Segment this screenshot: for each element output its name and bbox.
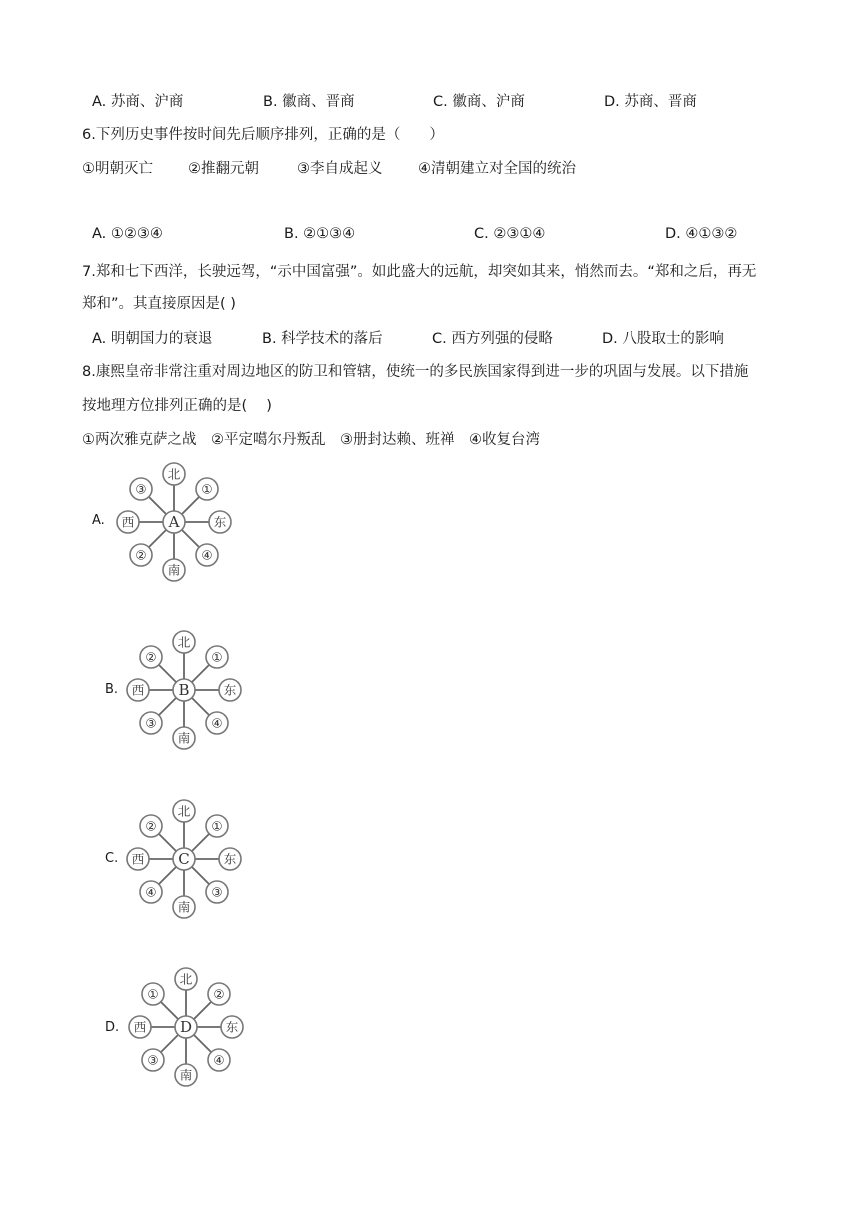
ne-label: ②	[213, 986, 225, 1002]
q5-option-b[interactable]: B. 徽商、晋商	[263, 94, 355, 110]
q7-option-d[interactable]: D. 八股取士的影响	[602, 331, 724, 347]
q8-option-a-label[interactable]: A.	[92, 513, 105, 528]
sw-label: ④	[145, 884, 157, 900]
south-label: 南	[177, 899, 191, 915]
ne-label: ①	[201, 481, 213, 497]
center-label: B	[178, 681, 190, 699]
se-label: ④	[213, 1052, 225, 1068]
q8-option-d-label[interactable]: D.	[105, 1020, 120, 1035]
q8-option-b-diagram[interactable]	[124, 629, 248, 755]
west-label: 西	[131, 682, 145, 698]
south-label: 南	[177, 730, 191, 746]
sw-label: ③	[145, 715, 157, 731]
center-label: C	[178, 850, 190, 868]
nw-label: ②	[145, 649, 157, 665]
q6-option-a[interactable]: A. ①②③④	[92, 226, 163, 242]
q7-stem-line2: 郑和”。其直接原因是( )	[82, 296, 236, 312]
east-label: 东	[225, 1019, 239, 1035]
sw-label: ③	[147, 1052, 159, 1068]
se-label: ③	[211, 884, 223, 900]
q8-measures: ①两次雅克萨之战 ②平定噶尔丹叛乱 ③册封达赖、班禅 ④收复台湾	[82, 432, 540, 448]
q5-option-d[interactable]: D. 苏商、晋商	[604, 94, 697, 110]
q6-event-4: ④清朝建立对全国的统治	[418, 161, 576, 177]
north-label: 北	[177, 634, 191, 650]
center-label: A	[168, 513, 180, 531]
q8-option-b-label[interactable]: B.	[105, 682, 119, 697]
nw-label: ③	[135, 481, 147, 497]
north-label: 北	[167, 466, 181, 482]
south-label: 南	[167, 562, 181, 578]
west-label: 西	[121, 514, 135, 530]
center-label: D	[179, 1018, 193, 1036]
q8-option-a-diagram[interactable]	[114, 461, 238, 587]
q6-events	[0, 157, 860, 177]
nw-label: ②	[145, 818, 157, 834]
q7-option-b[interactable]: B. 科学技术的落后	[262, 331, 383, 347]
q6-event-3: ③李自成起义	[297, 161, 383, 177]
q7-option-c[interactable]: C. 西方列强的侵略	[432, 331, 553, 347]
q8-option-c-label[interactable]: C.	[105, 851, 119, 866]
q6-option-b[interactable]: B. ②①③④	[284, 226, 356, 242]
q6-event-1: ①明朝灭亡	[82, 161, 153, 177]
se-label: ④	[211, 715, 223, 731]
q8-option-d-diagram[interactable]	[126, 966, 250, 1092]
q8-option-c-diagram[interactable]	[124, 798, 248, 924]
q7-options	[0, 327, 860, 347]
compass-diagram-a	[114, 461, 238, 583]
east-label: 东	[223, 682, 237, 698]
q8-stem-line2: 按地理方位排列正确的是( )	[82, 398, 272, 414]
compass-diagram-c	[124, 798, 248, 920]
ne-label: ①	[211, 649, 223, 665]
q7-stem-line1: 7.郑和七下西洋，长驶远驾，“示中国富强”。如此盛大的远航，却突如其来，悄然而去。“郑和之后，再无	[82, 264, 757, 280]
compass-diagram-b	[124, 629, 248, 751]
q5-options	[0, 90, 860, 110]
east-label: 东	[223, 851, 237, 867]
q6-option-d[interactable]: D. ④①③②	[665, 226, 738, 242]
compass-diagram-d	[126, 966, 250, 1088]
q6-options	[0, 226, 860, 246]
q7-option-a[interactable]: A. 明朝国力的衰退	[92, 331, 213, 347]
nw-label: ①	[147, 986, 159, 1002]
north-label: 北	[179, 971, 193, 987]
q8-stem-line1: 8.康熙皇帝非常注重对周边地区的防卫和管辖，使统一的多民族国家得到进一步的巩固与发展。以下措施	[82, 364, 749, 380]
q6-event-2: ②推翻元朝	[188, 161, 259, 177]
q6-stem: 6.下列历史事件按时间先后顺序排列，正确的是（ ）	[82, 127, 444, 143]
east-label: 东	[213, 514, 227, 530]
sw-label: ②	[135, 547, 147, 563]
west-label: 西	[133, 1019, 147, 1035]
q5-option-a[interactable]: A. 苏商、沪商	[92, 94, 184, 110]
west-label: 西	[131, 851, 145, 867]
north-label: 北	[177, 803, 191, 819]
q5-option-c[interactable]: C. 徽商、沪商	[433, 94, 525, 110]
south-label: 南	[179, 1067, 193, 1083]
ne-label: ①	[211, 818, 223, 834]
se-label: ④	[201, 547, 213, 563]
q6-option-c[interactable]: C. ②③①④	[474, 226, 546, 242]
